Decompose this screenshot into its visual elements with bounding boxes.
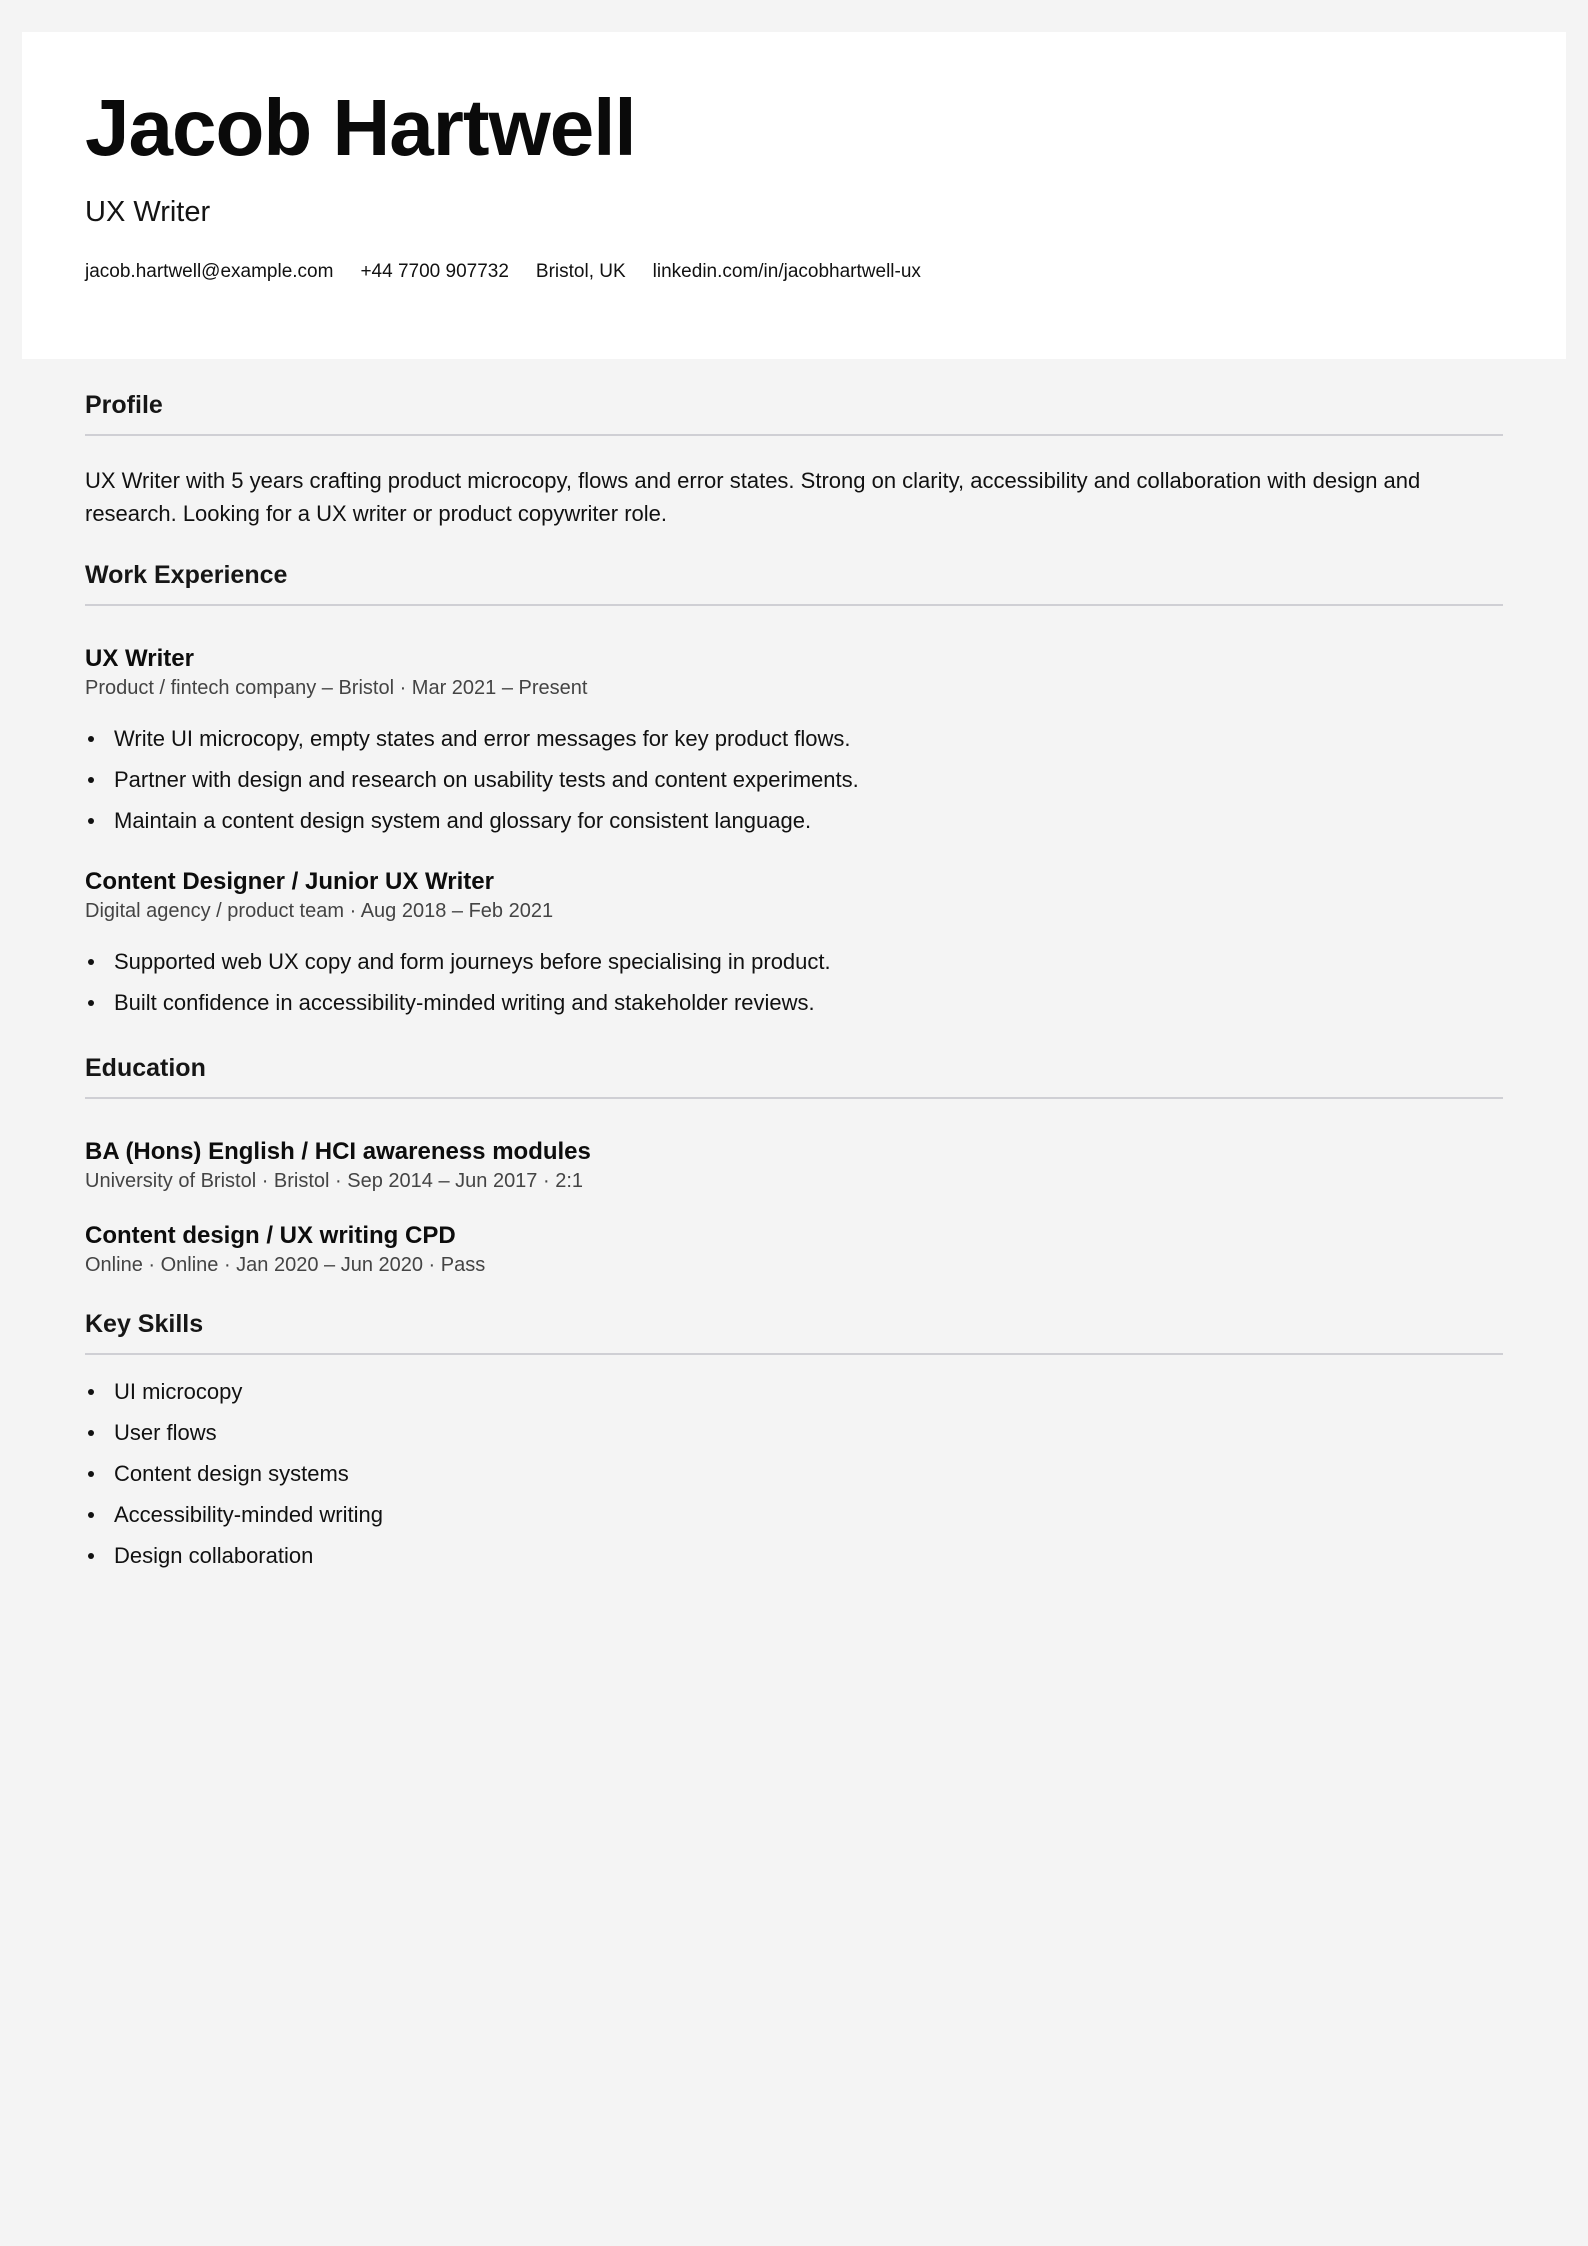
skill-item: Design collaboration xyxy=(85,1535,1503,1576)
job-meta: Product / fintech company – Bristol · Mar 2021 – Present xyxy=(85,677,588,699)
profile-summary: UX Writer with 5 years crafting product microcopy, flows and error states. Strong on clarity, accessibility and collaboration with design and research. Looking for a UX writer or product copywriter role. xyxy=(85,468,1421,526)
job-entry xyxy=(85,644,1503,841)
contact-linkedin: linkedin.com/in/jacobhartwell-ux xyxy=(652,261,921,282)
education-entry xyxy=(85,1137,1503,1195)
contact-row xyxy=(85,261,921,283)
job-bullets xyxy=(85,718,1503,841)
candidate-name: Jacob Hartwell xyxy=(85,83,636,172)
skills-list xyxy=(85,1371,1503,1576)
education-entry xyxy=(85,1221,1503,1279)
profile-section xyxy=(85,390,1503,530)
profile-heading: Profile xyxy=(85,390,1503,436)
job-bullet: Maintain a content design system and glossary for consistent language. xyxy=(85,800,1503,841)
job-bullet: Write UI microcopy, empty states and error messages for key product flows. xyxy=(85,718,1503,759)
skill-item: Content design systems xyxy=(85,1453,1503,1494)
skills-section xyxy=(85,1309,1503,1576)
contact-location: Bristol, UK xyxy=(535,261,626,282)
job-bullet: Supported web UX copy and form journeys before specialising in product. xyxy=(85,941,1503,982)
skills-heading: Key Skills xyxy=(85,1309,1503,1355)
education-section xyxy=(85,1053,1503,1279)
skill-item: UI microcopy xyxy=(85,1371,1503,1412)
education-heading: Education xyxy=(85,1053,1503,1099)
contact-phone: +44 7700 907732 xyxy=(360,261,509,282)
job-meta: Digital agency / product team · Aug 2018 – Feb 2021 xyxy=(85,900,554,922)
education-title: BA (Hons) English / HCI awareness modules xyxy=(85,1138,591,1165)
education-meta: University of Bristol · Bristol · Sep 2014 – Jun 2017 · 2:1 xyxy=(85,1170,584,1192)
resume-body xyxy=(85,390,1503,1576)
experience-heading: Work Experience xyxy=(85,560,1503,606)
job-title: Content Designer / Junior UX Writer xyxy=(85,868,494,895)
experience-section xyxy=(85,560,1503,1023)
skill-item: User flows xyxy=(85,1412,1503,1453)
job-bullet: Built confidence in accessibility-minded writing and stakeholder reviews. xyxy=(85,982,1503,1023)
candidate-role: UX Writer xyxy=(85,196,211,228)
resume-header xyxy=(22,32,1566,359)
contact-email: jacob.hartwell@example.com xyxy=(85,261,334,282)
education-title: Content design / UX writing CPD xyxy=(85,1222,456,1249)
job-title: UX Writer xyxy=(85,645,194,672)
job-bullets xyxy=(85,941,1503,1023)
skill-item: Accessibility-minded writing xyxy=(85,1494,1503,1535)
education-meta: Online · Online · Jan 2020 – Jun 2020 · Pass xyxy=(85,1254,486,1276)
job-entry xyxy=(85,867,1503,1023)
job-bullet: Partner with design and research on usability tests and content experiments. xyxy=(85,759,1503,800)
